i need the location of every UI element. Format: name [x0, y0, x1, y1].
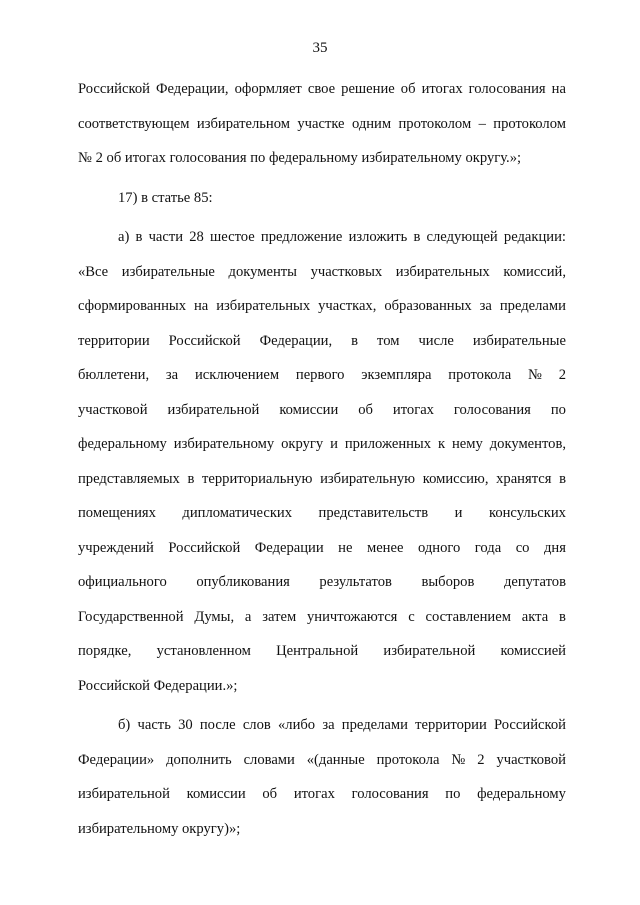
text-word: комиссией — [500, 643, 566, 659]
text-word: пределами — [341, 717, 408, 733]
text-word: итогах — [293, 786, 335, 802]
text-word: на — [193, 298, 209, 314]
text-word: выборов — [421, 574, 475, 590]
text-word: Центральной — [276, 643, 359, 659]
text-word: округу — [281, 436, 324, 452]
text-word: Федерации» — [78, 751, 155, 768]
text-word: официального — [78, 574, 167, 590]
text-word: после — [199, 717, 236, 733]
text-word: Федерации — [254, 539, 324, 556]
text-word: первого — [295, 367, 345, 383]
text-line — [78, 708, 566, 743]
text-word: избирательных — [216, 298, 311, 314]
text-word: по — [550, 401, 566, 418]
text-word: участковой — [78, 401, 148, 418]
text-word: шестое — [210, 229, 255, 245]
text-word: не — [338, 539, 353, 556]
text-line — [78, 289, 566, 324]
document-body — [78, 72, 566, 846]
text-word: исключением — [194, 367, 280, 383]
text-word: 2 — [477, 751, 485, 768]
text-word: в — [351, 332, 359, 349]
text-word: комиссию, — [422, 470, 489, 487]
text-word: Российской — [494, 717, 566, 733]
text-word: дипломатических — [182, 505, 293, 521]
text-line — [78, 600, 566, 635]
text-line: 17) в статье 85: — [118, 189, 213, 206]
text-word: избирательной — [167, 401, 260, 418]
text-word: избирательные — [472, 332, 566, 349]
text-word: порядке, — [78, 643, 132, 659]
text-word: 28 — [189, 229, 204, 245]
text-line — [78, 324, 566, 359]
text-word: экземпляра — [361, 367, 432, 383]
text-line — [78, 220, 566, 255]
text-line — [78, 427, 566, 462]
text-word: за — [322, 717, 335, 733]
text-word: в — [187, 470, 195, 487]
text-word: территории — [415, 717, 487, 733]
text-word: следующей — [426, 229, 498, 245]
text-word: протокола — [376, 751, 440, 768]
text-word: помещениях — [78, 505, 156, 521]
text-word: комиссий, — [503, 263, 566, 280]
text-word: протокола — [448, 367, 512, 383]
text-word: а) — [118, 229, 130, 245]
text-word: избирательному — [173, 436, 275, 452]
text-word: акта — [521, 608, 549, 625]
text-word: документов, — [489, 436, 566, 452]
text-word: в — [559, 608, 566, 625]
text-word: редакции: — [503, 229, 566, 245]
text-word: 2 — [558, 367, 566, 383]
text-word: результатов — [319, 574, 392, 590]
text-word: за — [479, 298, 492, 314]
text-word: составлением — [425, 608, 511, 625]
text-word: «(данные — [306, 751, 365, 768]
text-word: хранятся — [496, 470, 552, 487]
text-word: голосования — [453, 401, 531, 418]
text-word: дня — [543, 539, 566, 556]
text-word: избирательной — [78, 786, 170, 802]
text-word: комиссии — [186, 786, 246, 802]
text-word: участках, — [318, 298, 377, 314]
text-word: в — [135, 229, 143, 245]
text-word: с — [408, 608, 415, 625]
text-word: избирательные — [121, 263, 215, 280]
text-word: б) — [118, 717, 131, 733]
text-line — [78, 565, 566, 600]
text-word: Федерации, — [259, 332, 333, 349]
text-word: установленном — [156, 643, 251, 659]
text-word: пределами — [499, 298, 566, 314]
text-word: избирательной — [383, 643, 476, 659]
text-word: протоколом — [398, 115, 472, 132]
text-line: Российской Федерации.»; — [78, 677, 238, 694]
text-word: года — [474, 539, 502, 556]
text-word: депутатов — [503, 574, 566, 590]
text-word: словами — [243, 751, 295, 768]
text-word: «Все — [78, 263, 109, 280]
text-word: оформляет — [234, 81, 302, 97]
text-word: нему — [451, 436, 483, 452]
text-word: и — [454, 505, 463, 521]
text-word: одного — [417, 539, 461, 556]
text-word: – — [478, 115, 486, 132]
text-word: к — [437, 436, 446, 452]
text-line — [78, 72, 566, 107]
text-word: итогах — [421, 81, 463, 97]
text-word: затем — [262, 608, 297, 625]
text-word: Российской — [168, 539, 241, 556]
text-word: федеральному — [477, 786, 566, 802]
text-word: уничтожаются — [307, 608, 398, 625]
text-word: избирательном — [196, 115, 290, 132]
text-word: об — [358, 401, 373, 418]
text-line — [78, 743, 566, 778]
text-word: участковой — [496, 751, 566, 768]
text-word: опубликования — [196, 574, 290, 590]
text-word: Думы, — [194, 608, 235, 625]
text-line — [78, 255, 566, 290]
text-word: Российской — [78, 81, 150, 97]
text-line — [78, 531, 566, 566]
text-line — [78, 496, 566, 531]
text-word: по — [445, 786, 461, 802]
text-word: изложить — [348, 229, 408, 245]
text-word: голосования — [468, 81, 546, 97]
text-line — [78, 393, 566, 428]
text-line — [78, 358, 566, 393]
text-word: № — [527, 367, 542, 383]
text-word: менее — [366, 539, 404, 556]
text-word: свое — [307, 81, 336, 97]
text-line — [78, 634, 566, 669]
text-line — [78, 777, 566, 812]
text-word: бюллетени, — [78, 367, 150, 383]
text-word: избирательных — [395, 263, 490, 280]
text-word: территории — [78, 332, 150, 349]
text-word: территориальную — [202, 470, 313, 487]
text-line — [78, 462, 566, 497]
text-word: дополнить — [166, 751, 232, 768]
text-word: представительств — [318, 505, 429, 521]
text-word: комиссии — [279, 401, 339, 418]
text-word: представляемых — [78, 470, 180, 487]
text-word: соответствующем — [78, 115, 190, 132]
text-word: со — [515, 539, 530, 556]
text-word: в — [559, 470, 566, 487]
text-word: Государственной — [78, 608, 184, 625]
text-word: учреждений — [78, 539, 154, 556]
text-word: решение — [341, 81, 395, 97]
text-word: федеральному — [78, 436, 167, 452]
text-word: участковых — [310, 263, 383, 280]
text-word: итогах — [392, 401, 434, 418]
text-word: образованных — [384, 298, 472, 314]
text-word: консульских — [488, 505, 566, 521]
text-word: слов — [242, 717, 271, 733]
text-word: за — [165, 367, 179, 383]
text-word: части — [148, 229, 184, 245]
text-word: а — [244, 608, 252, 625]
text-word: № — [451, 751, 466, 768]
text-word: сформированных — [78, 298, 187, 314]
text-word: голосования — [351, 786, 429, 802]
text-word: приложенных — [344, 436, 432, 452]
text-word: на — [551, 81, 566, 97]
text-word: одним — [351, 115, 392, 132]
text-word: том — [377, 332, 400, 349]
text-word: «либо — [277, 717, 316, 733]
text-line: избирательному округу)»; — [78, 820, 241, 837]
text-word: избирательную — [320, 470, 416, 487]
text-word: участке — [297, 115, 345, 132]
text-word: Федерации, — [155, 81, 229, 97]
text-word: Российской — [168, 332, 241, 349]
text-word: предложение — [260, 229, 343, 245]
text-word: и — [330, 436, 338, 452]
text-word: 30 — [178, 717, 193, 733]
text-word: об — [262, 786, 278, 802]
text-word: часть — [137, 717, 171, 733]
text-word: документы — [228, 263, 297, 280]
page-number: 35 — [312, 40, 328, 56]
text-word: об — [400, 81, 416, 97]
text-word: в — [413, 229, 421, 245]
text-word: протоколом — [493, 115, 566, 132]
text-line — [78, 107, 566, 142]
text-word: числе — [418, 332, 454, 349]
text-line: № 2 об итогах голосования по федеральному избирательному округу.»; — [78, 150, 522, 166]
